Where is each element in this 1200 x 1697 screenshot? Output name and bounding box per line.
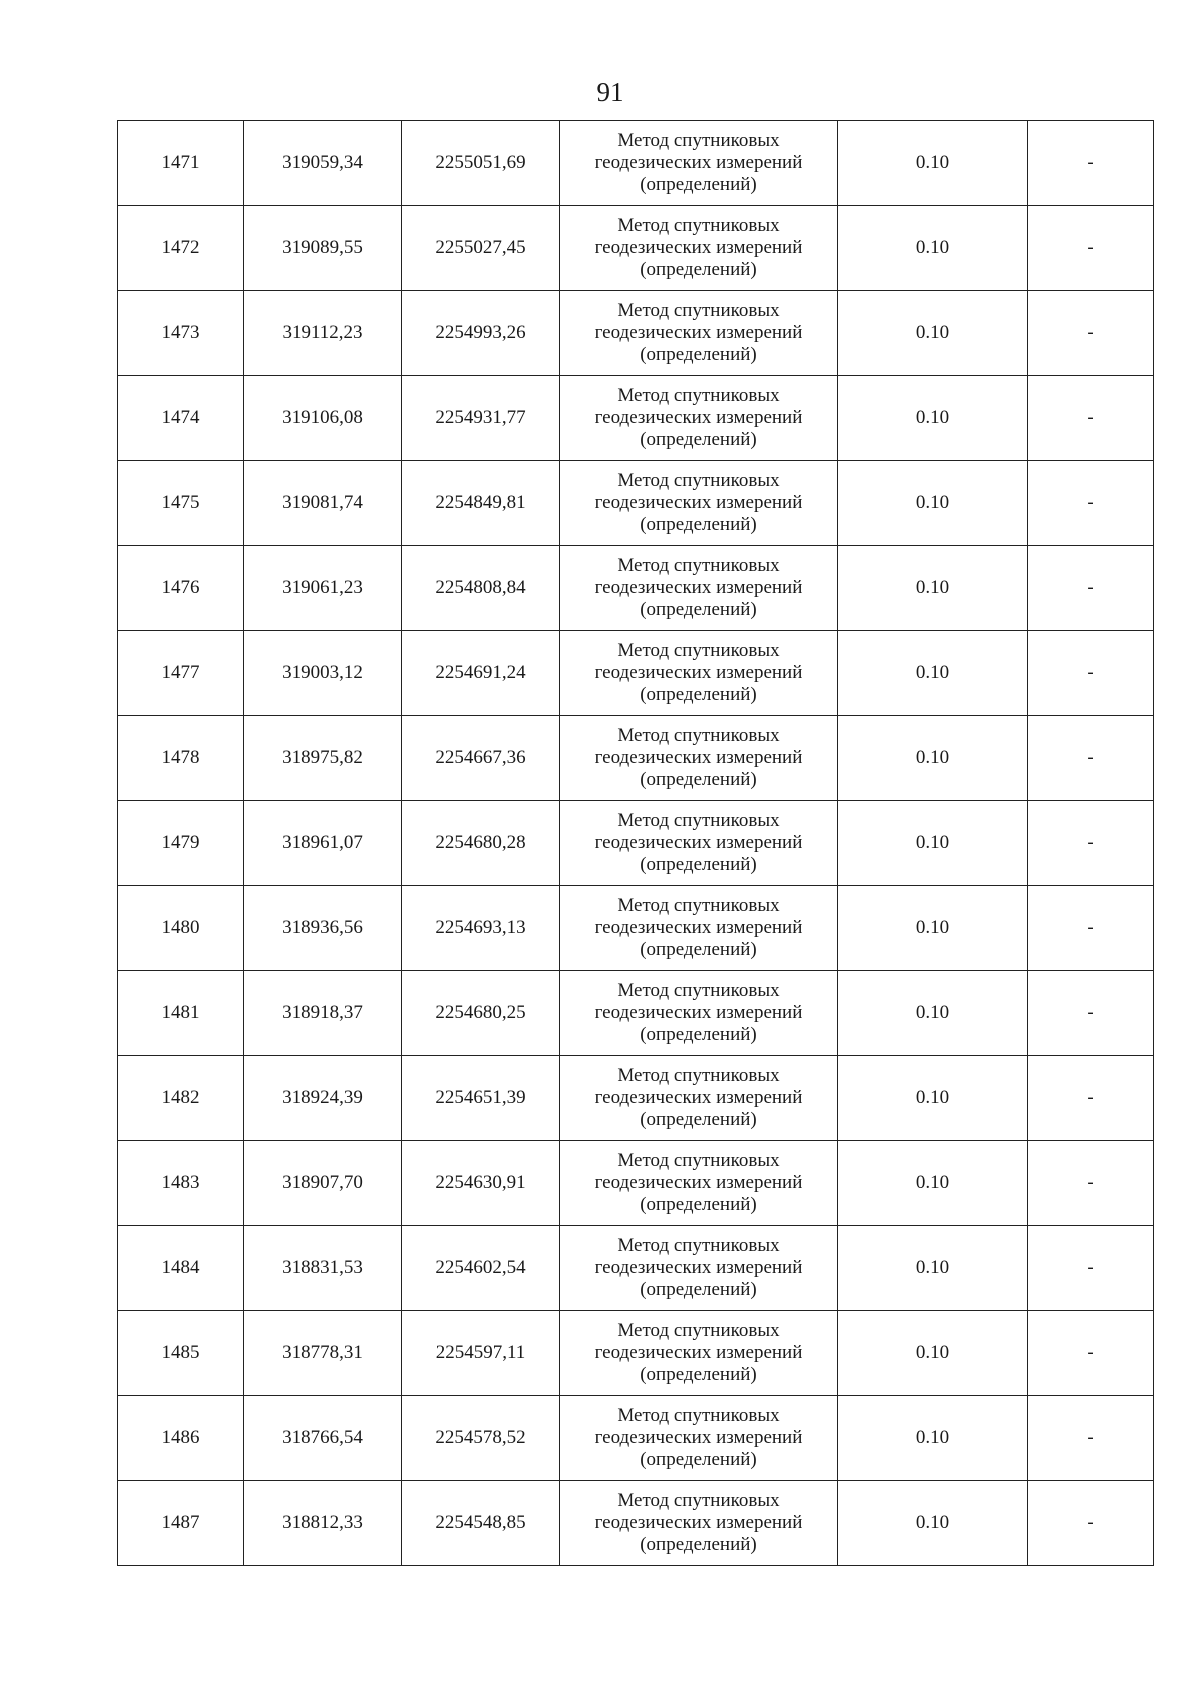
error-value-cell: 0.10 bbox=[838, 1141, 1028, 1226]
coordinate-x-cell: 319089,55 bbox=[244, 206, 402, 291]
note-cell: - bbox=[1028, 1226, 1154, 1311]
table-row bbox=[118, 716, 1154, 801]
coordinate-y-cell: 2254691,24 bbox=[402, 631, 560, 716]
method-text-line: Метод спутниковых bbox=[617, 895, 780, 916]
note-cell: - bbox=[1028, 971, 1154, 1056]
point-number-cell: 1476 bbox=[118, 546, 244, 631]
note-cell: - bbox=[1028, 546, 1154, 631]
method-text-line: геодезических измерений bbox=[594, 1172, 803, 1193]
method-text-line: Метод спутниковых bbox=[617, 640, 780, 661]
method-text-line: Метод спутниковых bbox=[617, 1150, 780, 1171]
table-row bbox=[118, 461, 1154, 546]
note-cell: - bbox=[1028, 631, 1154, 716]
note-cell: - bbox=[1028, 206, 1154, 291]
coordinate-y-cell: 2254630,91 bbox=[402, 1141, 560, 1226]
table-row bbox=[118, 1481, 1154, 1566]
method-text-line: (определений) bbox=[640, 1279, 757, 1300]
method-text-line: (определений) bbox=[640, 429, 757, 450]
method-cell bbox=[560, 1141, 838, 1226]
note-cell: - bbox=[1028, 461, 1154, 546]
method-text-line: геодезических измерений bbox=[594, 1087, 803, 1108]
coordinate-y-cell: 2254693,13 bbox=[402, 886, 560, 971]
table-row bbox=[118, 1226, 1154, 1311]
method-text-line: (определений) bbox=[640, 514, 757, 535]
point-number-cell: 1480 bbox=[118, 886, 244, 971]
table-row bbox=[118, 1056, 1154, 1141]
method-cell bbox=[560, 121, 838, 206]
error-value-cell: 0.10 bbox=[838, 1226, 1028, 1311]
method-cell bbox=[560, 631, 838, 716]
point-number-cell: 1481 bbox=[118, 971, 244, 1056]
point-number-cell: 1474 bbox=[118, 376, 244, 461]
table-row bbox=[118, 376, 1154, 461]
coordinate-x-cell: 318766,54 bbox=[244, 1396, 402, 1481]
coordinate-x-cell: 318924,39 bbox=[244, 1056, 402, 1141]
point-number-cell: 1472 bbox=[118, 206, 244, 291]
method-text-line: (определений) bbox=[640, 1364, 757, 1385]
method-text-line: (определений) bbox=[640, 939, 757, 960]
point-number-cell: 1483 bbox=[118, 1141, 244, 1226]
error-value-cell: 0.10 bbox=[838, 1056, 1028, 1141]
error-value-cell: 0.10 bbox=[838, 461, 1028, 546]
coordinate-x-cell: 318936,56 bbox=[244, 886, 402, 971]
method-text-line: (определений) bbox=[640, 174, 757, 195]
coordinates-table-body bbox=[118, 121, 1154, 1566]
table-row bbox=[118, 206, 1154, 291]
table-row bbox=[118, 1396, 1154, 1481]
method-text-line: геодезических измерений bbox=[594, 1512, 803, 1533]
method-text-line: геодезических измерений bbox=[594, 1257, 803, 1278]
table-row bbox=[118, 1311, 1154, 1396]
error-value-cell: 0.10 bbox=[838, 886, 1028, 971]
method-text-line: геодезических измерений bbox=[594, 832, 803, 853]
error-value-cell: 0.10 bbox=[838, 971, 1028, 1056]
method-text-line: Метод спутниковых bbox=[617, 130, 780, 151]
point-number-cell: 1479 bbox=[118, 801, 244, 886]
method-cell bbox=[560, 801, 838, 886]
page-number: 91 bbox=[596, 77, 624, 107]
note-cell: - bbox=[1028, 716, 1154, 801]
table-row bbox=[118, 291, 1154, 376]
error-value-cell: 0.10 bbox=[838, 1311, 1028, 1396]
coordinate-x-cell: 319112,23 bbox=[244, 291, 402, 376]
coordinate-y-cell: 2254602,54 bbox=[402, 1226, 560, 1311]
method-text-line: (определений) bbox=[640, 854, 757, 875]
method-cell bbox=[560, 1226, 838, 1311]
error-value-cell: 0.10 bbox=[838, 121, 1028, 206]
point-number-cell: 1478 bbox=[118, 716, 244, 801]
method-cell bbox=[560, 546, 838, 631]
point-number-cell: 1482 bbox=[118, 1056, 244, 1141]
coordinate-x-cell: 318907,70 bbox=[244, 1141, 402, 1226]
method-text-line: Метод спутниковых bbox=[617, 300, 780, 321]
coordinate-x-cell: 319106,08 bbox=[244, 376, 402, 461]
coordinate-y-cell: 2254667,36 bbox=[402, 716, 560, 801]
coordinate-x-cell: 318778,31 bbox=[244, 1311, 402, 1396]
error-value-cell: 0.10 bbox=[838, 716, 1028, 801]
error-value-cell: 0.10 bbox=[838, 546, 1028, 631]
method-text-line: Метод спутниковых bbox=[617, 1405, 780, 1426]
method-text-line: геодезических измерений bbox=[594, 1427, 803, 1448]
point-number-cell: 1473 bbox=[118, 291, 244, 376]
table-row bbox=[118, 971, 1154, 1056]
coordinate-x-cell: 319061,23 bbox=[244, 546, 402, 631]
coordinate-y-cell: 2254578,52 bbox=[402, 1396, 560, 1481]
method-text-line: Метод спутниковых bbox=[617, 1320, 780, 1341]
point-number-cell: 1484 bbox=[118, 1226, 244, 1311]
method-text-line: геодезических измерений bbox=[594, 152, 803, 173]
coordinate-x-cell: 318831,53 bbox=[244, 1226, 402, 1311]
error-value-cell: 0.10 bbox=[838, 1396, 1028, 1481]
method-text-line: (определений) bbox=[640, 599, 757, 620]
note-cell: - bbox=[1028, 1311, 1154, 1396]
coordinate-x-cell: 319081,74 bbox=[244, 461, 402, 546]
method-cell bbox=[560, 291, 838, 376]
coordinate-y-cell: 2254993,26 bbox=[402, 291, 560, 376]
method-text-line: геодезических измерений bbox=[594, 322, 803, 343]
note-cell: - bbox=[1028, 801, 1154, 886]
method-text-line: геодезических измерений bbox=[594, 747, 803, 768]
note-cell: - bbox=[1028, 376, 1154, 461]
method-text-line: (определений) bbox=[640, 1534, 757, 1555]
note-cell: - bbox=[1028, 1056, 1154, 1141]
table-row bbox=[118, 886, 1154, 971]
method-cell bbox=[560, 886, 838, 971]
error-value-cell: 0.10 bbox=[838, 801, 1028, 886]
method-text-line: Метод спутниковых bbox=[617, 980, 780, 1001]
table-row bbox=[118, 801, 1154, 886]
note-cell: - bbox=[1028, 291, 1154, 376]
note-cell: - bbox=[1028, 1141, 1154, 1226]
method-text-line: геодезических измерений bbox=[594, 577, 803, 598]
error-value-cell: 0.10 bbox=[838, 206, 1028, 291]
coordinate-y-cell: 2254548,85 bbox=[402, 1481, 560, 1566]
note-cell: - bbox=[1028, 1396, 1154, 1481]
coordinate-y-cell: 2254931,77 bbox=[402, 376, 560, 461]
method-cell bbox=[560, 461, 838, 546]
coordinates-table bbox=[117, 120, 1154, 1566]
table-row bbox=[118, 121, 1154, 206]
method-cell bbox=[560, 1311, 838, 1396]
method-cell bbox=[560, 971, 838, 1056]
coordinate-y-cell: 2254849,81 bbox=[402, 461, 560, 546]
method-cell bbox=[560, 1056, 838, 1141]
point-number-cell: 1487 bbox=[118, 1481, 244, 1566]
error-value-cell: 0.10 bbox=[838, 631, 1028, 716]
method-text-line: (определений) bbox=[640, 1194, 757, 1215]
note-cell: - bbox=[1028, 1481, 1154, 1566]
method-text-line: (определений) bbox=[640, 1449, 757, 1470]
method-text-line: Метод спутниковых bbox=[617, 725, 780, 746]
method-text-line: Метод спутниковых bbox=[617, 1065, 780, 1086]
method-cell bbox=[560, 206, 838, 291]
method-text-line: (определений) bbox=[640, 769, 757, 790]
method-text-line: (определений) bbox=[640, 259, 757, 280]
point-number-cell: 1477 bbox=[118, 631, 244, 716]
method-text-line: геодезических измерений bbox=[594, 1002, 803, 1023]
method-cell bbox=[560, 716, 838, 801]
method-text-line: геодезических измерений bbox=[594, 662, 803, 683]
method-text-line: Метод спутниковых bbox=[617, 555, 780, 576]
coordinate-y-cell: 2254651,39 bbox=[402, 1056, 560, 1141]
method-text-line: геодезических измерений bbox=[594, 917, 803, 938]
table-row bbox=[118, 1141, 1154, 1226]
method-text-line: Метод спутниковых bbox=[617, 1235, 780, 1256]
method-cell bbox=[560, 1481, 838, 1566]
note-cell: - bbox=[1028, 886, 1154, 971]
method-text-line: Метод спутниковых bbox=[617, 215, 780, 236]
method-text-line: Метод спутниковых bbox=[617, 1490, 780, 1511]
coordinate-x-cell: 319003,12 bbox=[244, 631, 402, 716]
method-text-line: геодезических измерений bbox=[594, 1342, 803, 1363]
method-text-line: Метод спутниковых bbox=[617, 470, 780, 491]
coordinate-x-cell: 318975,82 bbox=[244, 716, 402, 801]
point-number-cell: 1471 bbox=[118, 121, 244, 206]
error-value-cell: 0.10 bbox=[838, 291, 1028, 376]
method-text-line: геодезических измерений bbox=[594, 492, 803, 513]
coordinate-y-cell: 2254597,11 bbox=[402, 1311, 560, 1396]
table-row bbox=[118, 631, 1154, 716]
method-cell bbox=[560, 1396, 838, 1481]
method-text-line: (определений) bbox=[640, 1024, 757, 1045]
table-row bbox=[118, 546, 1154, 631]
coordinate-x-cell: 318918,37 bbox=[244, 971, 402, 1056]
method-cell bbox=[560, 376, 838, 461]
error-value-cell: 0.10 bbox=[838, 1481, 1028, 1566]
coordinate-y-cell: 2255051,69 bbox=[402, 121, 560, 206]
method-text-line: (определений) bbox=[640, 1109, 757, 1130]
coordinate-y-cell: 2254680,25 bbox=[402, 971, 560, 1056]
point-number-cell: 1475 bbox=[118, 461, 244, 546]
coordinate-y-cell: 2254680,28 bbox=[402, 801, 560, 886]
coordinate-y-cell: 2255027,45 bbox=[402, 206, 560, 291]
method-text-line: Метод спутниковых bbox=[617, 385, 780, 406]
method-text-line: Метод спутниковых bbox=[617, 810, 780, 831]
method-text-line: (определений) bbox=[640, 344, 757, 365]
coordinate-y-cell: 2254808,84 bbox=[402, 546, 560, 631]
note-cell: - bbox=[1028, 121, 1154, 206]
error-value-cell: 0.10 bbox=[838, 376, 1028, 461]
coordinate-x-cell: 319059,34 bbox=[244, 121, 402, 206]
method-text-line: геодезических измерений bbox=[594, 237, 803, 258]
method-text-line: геодезических измерений bbox=[594, 407, 803, 428]
point-number-cell: 1486 bbox=[118, 1396, 244, 1481]
coordinate-x-cell: 318812,33 bbox=[244, 1481, 402, 1566]
point-number-cell: 1485 bbox=[118, 1311, 244, 1396]
method-text-line: (определений) bbox=[640, 684, 757, 705]
coordinate-x-cell: 318961,07 bbox=[244, 801, 402, 886]
